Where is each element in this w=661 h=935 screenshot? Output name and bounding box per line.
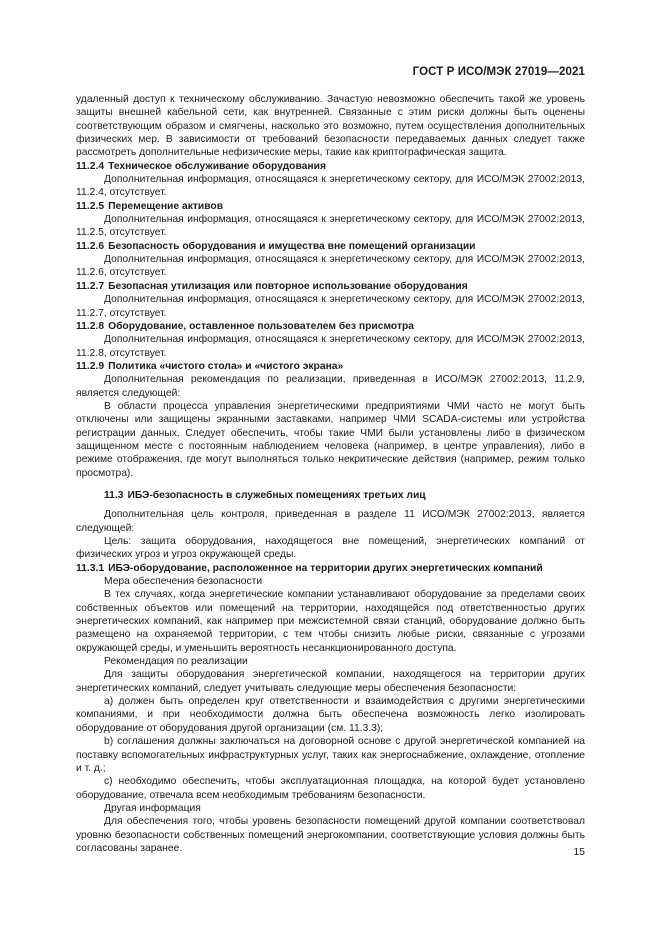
paragraph: В тех случаях, когда энергетические компании устанавливают оборудование за пределами своих собственных объектов или помещений на территории, находящейся под ответственностью других энергетических компаний, как например при межсистемной связи станций, оборудование должно быть размещено на охраняемой территории, с тем чтобы снизить любые риски, связанные с угрозами окружающей среды, и уменьшить вероятность несанкционированного доступа. [76,589,585,654]
section-heading-11-3-1: 11.3.1 ИБЭ-оборудование, расположенное на территории других энергетических компаний [76,562,543,574]
document-header: ГОСТ Р ИСО/МЭК 27019—2021 [412,66,585,78]
paragraph: удаленный доступ к техническому обслуживанию. Зачастую невозможно обеспечить такой же уровень защиты внешней кабельной сети, как внутренней. Связанные с этим риски должны быть оценены соответствующим образом и смягчены, насколько это возможно, путем осуществления дополнительных физических мер. В зависимости от требований безопасности передаваемых данных следует также рассмотреть дополнительные нефизические меры, такие как криптографическая защита. [76,94,585,159]
subheading-other-info: Другая информация [104,802,201,814]
section-heading-11-2-8: 11.2.8 Оборудование, оставленное пользователем без присмотра [76,320,415,332]
paragraph: Дополнительная информация, относящаяся к энергетическому сектору, для ИСО/МЭК 27002:2013, 11.2.8, отсутствует. [76,334,585,359]
section-heading-11-2-6: 11.2.6 Безопасность оборудования и имущества вне помещений организации [76,240,476,252]
paragraph: Дополнительная рекомендация по реализации, приведенная в ИСО/МЭК 27002:2013, 11.2.9, является следующей: [76,374,585,399]
page-number: 15 [573,846,585,858]
paragraph: Для защиты оборудования энергетической компании, находящегося на территории других энергетических компаний, следует учитывать следующие меры обеспечения безопасности: [76,669,585,694]
paragraph: Для обеспечения того, чтобы уровень безопасности помещений другой компании соответствовал уровню безопасности собственных помещений энергокомпании, соответствующие условия должны быть согласованы заранее. [76,816,585,854]
list-item: а) должен быть определен круг ответственности и взаимодействия с другими энергетическими компаниями, и при необходимости должна быть обеспечена возможность легко изолировать оборудование от оборудования другой организации (см. 11.3.3); [76,696,585,734]
section-heading-11-3: 11.3 ИБЭ-безопасность в служебных помещениях третьих лиц [104,489,426,501]
paragraph: Дополнительная цель контроля, приведенная в разделе 11 ИСО/МЭК 27002:2013, является следующей: [76,509,585,534]
paragraph: Дополнительная информация, относящаяся к энергетическому сектору, для ИСО/МЭК 27002:2013, 11.2.7, отсутствует. [76,294,585,319]
paragraph: Цель: защита оборудования, находящегося вне помещений, энергетических компаний от физических угроз и угроз окружающей среды. [76,536,585,561]
paragraph: Дополнительная информация, относящаяся к энергетическому сектору, для ИСО/МЭК 27002:2013, 11.2.4, отсутствует. [76,174,585,199]
paragraph: Дополнительная информация, относящаяся к энергетическому сектору, для ИСО/МЭК 27002:2013, 11.2.6, отсутствует. [76,254,585,279]
section-heading-11-2-7: 11.2.7 Безопасная утилизация или повторное использование оборудования [76,280,468,292]
page-body [76,93,585,855]
section-heading-11-2-9: 11.2.9 Политика «чистого стола» и «чистого экрана» [76,360,344,372]
paragraph: Дополнительная информация, относящаяся к энергетическому сектору, для ИСО/МЭК 27002:2013, 11.2.5, отсутствует. [76,214,585,239]
section-heading-11-2-5: 11.2.5 Перемещение активов [76,200,224,212]
list-item: b) соглашения должны заключаться на договорной основе с другой энергетической компанией на поставку вспомогательных инфраструктурных услуг, таких как энергоснабжение, охлаждение, отопление и т. д.; [76,736,585,774]
paragraph: В области процесса управления энергетическими предприятиями ЧМИ часто не могут быть отключены или защищены экранными заставками, например ЧМИ SCADA-системы или устройства регистрации данных. Следует обеспечить, чтобы такие ЧМИ были установлены либо в физическом защищенном месте с постоянным наблюдением человека (например, в центре управления), либо в режиме отображения, где могут выполняться только некритические действия (например, режим только просмотра). [76,400,585,479]
subheading-recommendation: Рекомендация по реализации [104,656,248,668]
subheading-measure: Мера обеспечения безопасности [104,576,263,588]
section-heading-11-2-4: 11.2.4 Техническое обслуживание оборудования [76,160,326,172]
list-item: c) необходимо обеспечить, чтобы эксплуатационная площадка, на которой будет установлено оборудование, отвечала всем необходимым требованиям безопасности. [76,776,585,801]
